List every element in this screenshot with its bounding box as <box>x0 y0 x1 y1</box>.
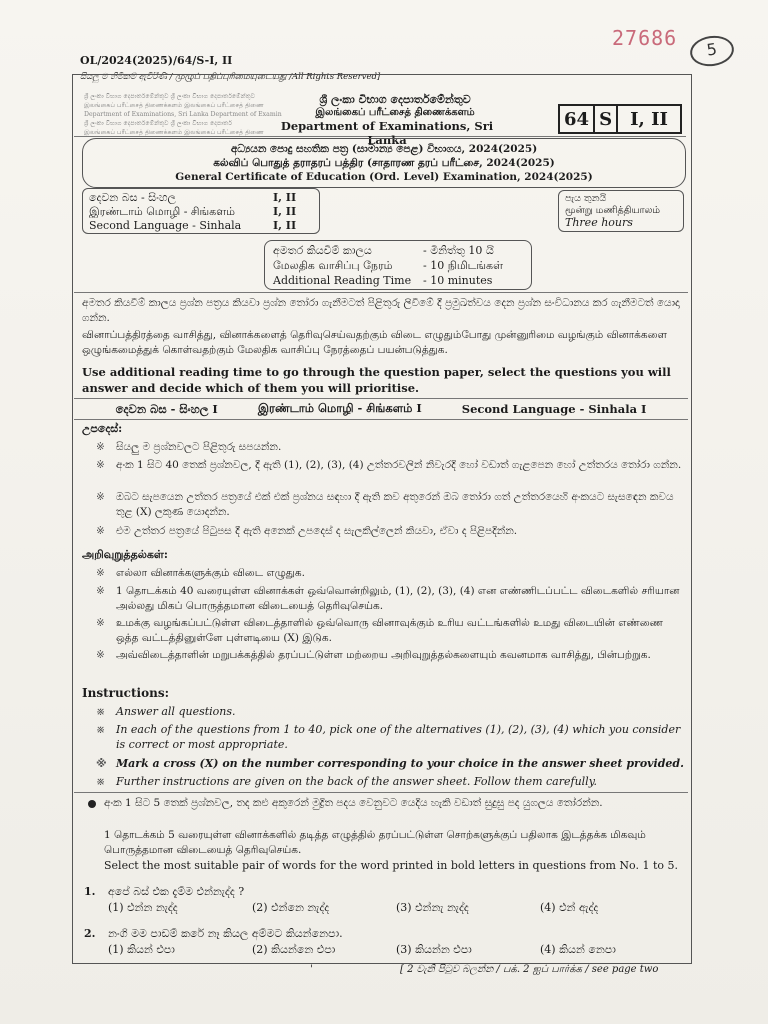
subject-code-badge <box>558 104 682 134</box>
department-name-tamil: இலங்கைப் பரீட்சைத் திணைக்களம் <box>315 107 475 118</box>
subject-part-code: I, II <box>273 219 297 232</box>
answer-option: (1) කියන් එපා <box>108 943 175 956</box>
question-intro-tamil: 1 தொடக்கம் 5 வரையுள்ள வினாக்களில் தடித்த எழுத்தில் தரப்பட்டுள்ள சொற்களுக்குப் பதிலாக இடத்தக்க மிகவும் பொருத்தமான விடையைத் தெரிவுசெய்க. <box>104 829 646 856</box>
reading-note-english: Use additional reading time to go through the question paper, select the questions you will answer and decide which of them you will prioritise. <box>82 365 671 395</box>
subject-row <box>89 219 313 233</box>
bullet-dot-icon <box>88 800 96 808</box>
question-intro-sinhala: අංක 1 සිට 5 තෙක් ප්‍රශ්නවල, තද කළු අකුරෙන් මුද්‍රිත පදය වෙනුවට යෙදිය හැකි වඩාත් සුදුසු පද යුගලය තෝරන්න. <box>92 796 682 811</box>
subject-part-code: I, II <box>273 205 297 218</box>
subject-code-parts: I, II <box>630 108 668 130</box>
instruction-item: ※ In each of the questions from 1 to 40, pick one of the alternatives (1), (2), (3), (4) which you consider is correct or most appropriate. <box>96 723 681 751</box>
asterisk-icon: ※ <box>96 459 105 471</box>
subject-label: இரண்டாம் மொழி - சிங்களம் <box>89 205 235 218</box>
watermark-line: இலங்கைப் பரீட்சைத் திணைக்களம் இலங்கைப் பரீட்சைத் திணை <box>84 102 264 109</box>
reading-time-box <box>264 240 532 290</box>
asterisk-icon: ※ <box>96 525 105 537</box>
reading-time-label: අමතර කියවීම් කාලය <box>273 244 372 257</box>
reading-note-sinhala: අමතර කියවීම් කාලය ප්‍රශ්න පත්‍රය කියවා ප්‍රශ්න තෝරා ගැනීමටත් පිළිතුරු ලිවීමේ දී ප්‍රමුඛත්වය දෙන ප්‍රශ්න සංවිධානය කර ගැනීමටත් යොදා ගන්න. <box>82 297 680 324</box>
reading-time-value: - 10 நிமிடங்கள் <box>423 259 503 272</box>
watermark-line: இலங்கைப் பரீட்சைத் திணைக்களம் இலங்கைப் பரீட்சைத் திணை <box>84 129 264 136</box>
paper-title-sinhala: දෙවන බස - සිංහල I <box>115 401 218 416</box>
question-stem: නංගි මම පාඩම් කරේ නෑ කියල අම්මට කියන්නෙපා. <box>108 927 343 940</box>
subject-box <box>82 188 320 234</box>
instruction-item: ※ එම උත්තර පත්‍රයේ පිටුපස දී ඇති අනෙක් උපදෙස් ද සැලකිල්ලෙන් කියවා, ඒවා ද පිළිපදින්න. <box>96 525 518 537</box>
asterisk-icon: ※ <box>96 585 105 597</box>
paper-code: OL/2024(2025)/64/S-I, II <box>80 54 233 67</box>
watermark-line: Department of Examinations, Sri Lanka Department of Examin <box>84 111 282 118</box>
paper-title-bar <box>74 398 688 420</box>
question-stem: අපේ බස් එක දැම්ම එන්නැද්ද ? <box>108 885 245 898</box>
instructions-heading-sinhala: උපදෙස්: <box>82 422 123 435</box>
exam-title-box <box>82 138 686 188</box>
instruction-item: ※ ඔබට සැපයෙන උත්තර පත්‍රයේ එක් එක් ප්‍රශ්නය සඳහා දී ඇති කව අතුරෙන් ඔබ තෝරා ගත් උත්තරයෙහි අංකයට සැසඳෙන කවය තුළ (X) ලකුණ යොදන්න. <box>96 491 674 518</box>
subject-row <box>89 191 313 205</box>
question-item <box>84 926 684 958</box>
duration-tamil: மூன்று மணித்தியாலம் <box>565 205 661 216</box>
answer-option: (4) කියන් නෙපා <box>540 943 616 956</box>
instructions-heading-english: Instructions: <box>82 686 170 700</box>
asterisk-icon: ※ <box>96 567 105 579</box>
subject-label: දෙවන බස - සිංහල <box>89 191 176 204</box>
instruction-item: ※ அவ்விடைத்தாளின் மறுபக்கத்தில் தரப்பட்டுள்ள மற்றைய அறிவுறுத்தல்களையும் கவனமாக வாசித்து, பின்பற்றுக. <box>96 649 651 661</box>
page-turn-note: [ 2 වැනි පිටුව බලන්න / பக். 2 ஐப் பார்க்க / see page two <box>400 964 659 975</box>
instructions-heading-tamil: அறிவுறுத்தல்கள்: <box>82 548 168 561</box>
asterisk-icon: ※ <box>96 441 105 453</box>
reading-time-row <box>273 273 523 288</box>
reading-note-tamil: வினாப்பத்திரத்தை வாசித்து, வினாக்களைத் தெரிவுசெய்வதற்கும் விடை எழுதும்போது முன்னுரிமை வழங்கும் வினாக்களை ஒழுங்கமைத்துக் கொள்வதற்கும் மேலதிக வாசிப்பு நேரத்தைப் பயன்படுத்துக. <box>82 329 668 356</box>
subject-label: Second Language - Sinhala <box>89 219 242 232</box>
reading-time-row <box>273 258 523 273</box>
handwritten-number: 27686 <box>612 26 678 50</box>
rights-notice: සියලු ම හිමිකම් ඇවිරිණි / முழுப் பதிப்புரிமையுடையது /All Rights Reserved] <box>80 72 381 82</box>
footer-tick: ' <box>310 964 313 975</box>
instruction-item: ※ Answer all questions. <box>96 705 236 718</box>
reading-time-row <box>273 243 523 258</box>
asterisk-icon: ※ <box>96 757 107 770</box>
handwritten-circled-mark: 5 <box>688 33 736 69</box>
divider <box>74 792 688 793</box>
instruction-item: ※ සියලු ම ප්‍රශ්නවලට පිළිතුරු සපයන්න. <box>96 441 282 453</box>
watermark-lines <box>84 92 284 137</box>
reading-time-value: - 10 minutes <box>423 274 493 287</box>
subject-row <box>89 205 313 219</box>
watermark-line: ශ්‍රී ලංකා විභාග දෙපාර්තමේන්තුව ශ්‍රී ලංකා විභාග දෙපාර්ත <box>84 120 232 127</box>
department-name-sinhala: ශ්‍රී ලංකා විභාග දෙපාර්තමේන්තුව <box>319 93 471 106</box>
asterisk-icon: ※ <box>96 491 105 503</box>
watermark-line: ශ්‍රී ලංකා විභාග දෙපාර්තමේන්තුව ශ්‍රී ලංකා විභාග දෙපාර්තමේන්තුව <box>84 93 256 100</box>
subject-code-letter: S <box>595 106 618 132</box>
instruction-item: ※ Mark a cross (X) on the number corresponding to your choice in the answer sheet provided. <box>96 757 684 770</box>
question-item <box>84 884 684 916</box>
department-name-english: Department of Examinations, Sri Lanka <box>280 119 494 147</box>
asterisk-icon: ※ <box>96 705 106 718</box>
answer-option: (3) කියන්න එපා <box>396 943 472 956</box>
instruction-item: ※ உமக்கு வழங்கப்பட்டுள்ள விடைத்தாளில் ஒவ்வொரு வினாவுக்கும் உரிய வட்டங்களில் உமது விடையின் எண்ணை ஒத்த வட்டத்தினுள்ளே புள்ளடியை (X) இடுக. <box>96 617 664 644</box>
duration-box <box>558 190 684 232</box>
exam-title-english: General Certificate of Education (Ord. Level) Examination, 2024(2025) <box>175 171 593 183</box>
answer-option: (1) එන්න නැද්ද <box>108 901 178 914</box>
asterisk-icon: ※ <box>96 775 106 788</box>
question-number: 2. <box>84 927 96 940</box>
exam-title-sinhala: අධ්‍යයන පොදු සහතික පත්‍ර (සාමාන්‍ය පෙළ) විභාගය, 2024(2025) <box>230 143 538 155</box>
instruction-item: ※ Further instructions are given on the back of the answer sheet. Follow them carefully. <box>96 775 597 788</box>
exam-title-tamil: கல்விப் பொதுத் தராதரப் பத்திர (சாதாரண தரப் பரீட்சை, 2024(2025) <box>213 157 555 169</box>
answer-option: (2) කියන්නෙ එපා <box>252 943 336 956</box>
duration-english: Three hours <box>565 216 633 229</box>
subject-part-code: I, II <box>273 191 297 204</box>
instruction-item: ※ எல்லா வினாக்களுக்கும் விடை எழுதுக. <box>96 567 305 579</box>
asterisk-icon: ※ <box>96 649 105 661</box>
instruction-item: ※ 1 தொடக்கம் 40 வரையுள்ள வினாக்கள் ஒவ்வொன்றிலும், (1), (2), (3), (4) என எண்ணிடப்பட்ட விடைகளில் சரியான அல்லது மிகப் பொருத்தமான விடையைத் தெரிவுசெய்க. <box>96 585 680 612</box>
duration-sinhala: පැය තුනයි <box>565 193 607 204</box>
reading-time-value: - මිනිත්තු 10 යි <box>423 244 494 257</box>
question-number: 1. <box>84 885 96 898</box>
reading-time-label: Additional Reading Time <box>273 274 412 287</box>
question-intro-english: Select the most suitable pair of words for the word printed in bold letters in questions from No. 1 to 5. <box>104 859 678 872</box>
instruction-item: ※ අංක 1 සිට 40 තෙක් ප්‍රශ්නවල, දී ඇති (1), (2), (3), (4) උත්තරවලින් නිවැරදි හෝ වඩාත් ගැළපෙන හෝ උත්තරය තෝරා ගන්න. <box>96 459 682 471</box>
paper-title-english: Second Language - Sinhala I <box>461 402 647 416</box>
asterisk-icon: ※ <box>96 723 106 736</box>
reading-time-label: மேலதிக வாசிப்பு நேரம் <box>273 259 393 272</box>
subject-code-number: 64 <box>560 106 595 132</box>
answer-option: (2) එන්නෙ නැද්ද <box>252 901 330 914</box>
asterisk-icon: ※ <box>96 617 105 629</box>
divider <box>74 292 688 293</box>
answer-option: (4) එන් ඇද්ද <box>540 901 599 914</box>
answer-option: (3) එන්නැ නැද්ද <box>396 901 469 914</box>
paper-title-tamil: இரண்டாம் மொழி - சிங்களம் I <box>257 401 422 415</box>
